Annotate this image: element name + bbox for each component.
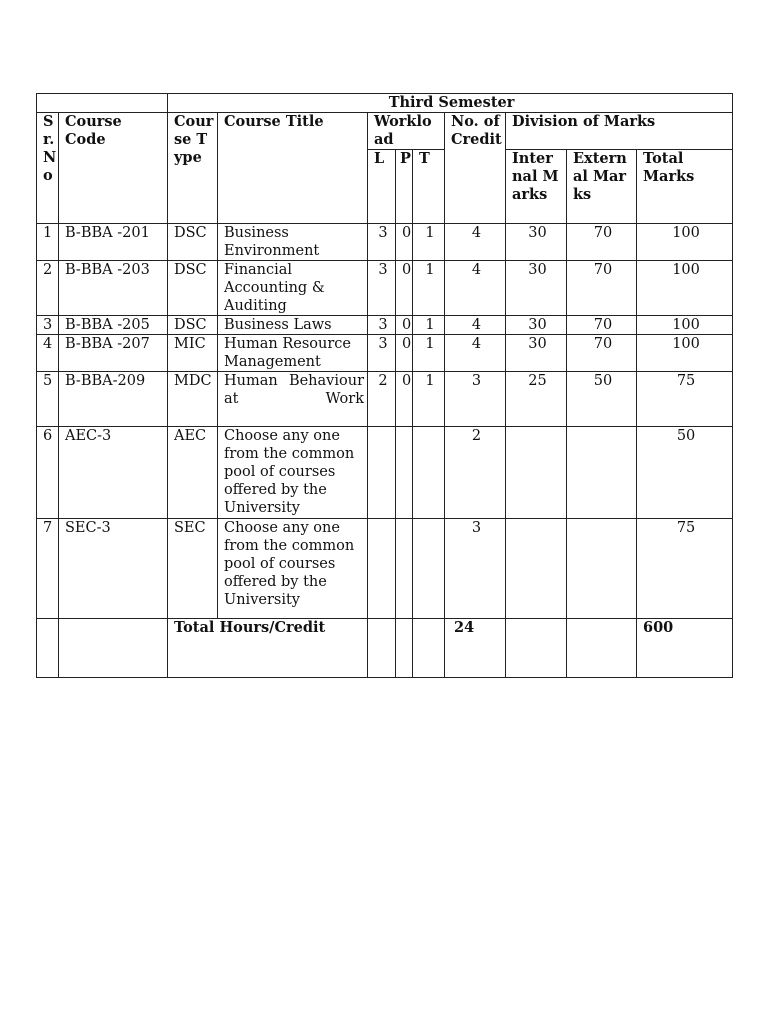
external-marks-cell: 70 <box>567 261 637 316</box>
course-code-cell: B-BBA -205 <box>59 316 168 335</box>
course-title-cell: Financial Accounting & Auditing <box>218 261 368 316</box>
table-row <box>37 261 733 316</box>
workload-p-header: P <box>396 150 413 224</box>
credit-cell: 4 <box>445 335 506 372</box>
workload-t-cell: 1 <box>413 261 445 316</box>
course-code-cell: B-BBA -201 <box>59 224 168 261</box>
course-title-cell: Business Environment <box>218 224 368 261</box>
semester-title: Third Semester <box>168 94 733 113</box>
workload-t-cell: 1 <box>413 316 445 335</box>
total-label: Total Hours/Credit <box>168 619 368 678</box>
credit-cell: 2 <box>445 427 506 519</box>
workload-t-cell <box>413 427 445 519</box>
credit-cell: 3 <box>445 372 506 427</box>
workload-t-cell: 1 <box>413 335 445 372</box>
blank-cell <box>506 619 567 678</box>
internal-marks-cell: 30 <box>506 224 567 261</box>
workload-p-cell: 0 <box>396 372 413 427</box>
workload-p-cell <box>396 519 413 619</box>
workload-l-header: L <box>368 150 396 224</box>
external-marks-cell: 70 <box>567 335 637 372</box>
workload-p-cell: 0 <box>396 224 413 261</box>
course-code-cell: B-BBA -207 <box>59 335 168 372</box>
course-type-cell: DSC <box>168 224 218 261</box>
course-type-cell: MDC <box>168 372 218 427</box>
course-code-cell: B-BBA -203 <box>59 261 168 316</box>
sr-no-cell: 7 <box>37 519 59 619</box>
external-marks-cell <box>567 519 637 619</box>
workload-t-cell: 1 <box>413 224 445 261</box>
course-title-cell: Human Resource Management <box>218 335 368 372</box>
internal-marks-cell: 30 <box>506 261 567 316</box>
internal-marks-cell <box>506 427 567 519</box>
workload-l-cell: 3 <box>368 316 396 335</box>
course-type-header: Course Type <box>168 113 218 224</box>
total-marks-cell: 100 <box>637 335 733 372</box>
credit-cell: 3 <box>445 519 506 619</box>
course-code-cell: SEC-3 <box>59 519 168 619</box>
workload-l-cell: 3 <box>368 224 396 261</box>
blank-header-cell <box>37 94 168 113</box>
credit-cell: 4 <box>445 316 506 335</box>
course-type-cell: AEC <box>168 427 218 519</box>
course-type-cell: DSC <box>168 261 218 316</box>
table-row <box>37 519 733 619</box>
sr-no-cell: 3 <box>37 316 59 335</box>
workload-p-cell: 0 <box>396 316 413 335</box>
workload-l-cell: 3 <box>368 261 396 316</box>
sr-no-cell: 5 <box>37 372 59 427</box>
course-type-cell: MIC <box>168 335 218 372</box>
total-marks-header: Total Marks <box>637 150 733 224</box>
workload-l-cell <box>368 427 396 519</box>
credit-cell: 4 <box>445 261 506 316</box>
workload-t-header: T <box>413 150 445 224</box>
table-row <box>37 427 733 519</box>
course-title-cell: Choose any one from the common pool of courses offered by the University <box>218 519 368 619</box>
course-type-cell: SEC <box>168 519 218 619</box>
table-row <box>37 335 733 372</box>
internal-marks-cell <box>506 519 567 619</box>
workload-p-cell: 0 <box>396 335 413 372</box>
total-marks-cell: 50 <box>637 427 733 519</box>
total-marks-cell: 100 <box>637 316 733 335</box>
sr-no-cell: 2 <box>37 261 59 316</box>
blank-cell <box>37 619 59 678</box>
course-title-cell: Human Behaviour at Work <box>218 372 368 427</box>
total-marks-cell: 75 <box>637 519 733 619</box>
sr-no-cell: 6 <box>37 427 59 519</box>
blank-cell <box>368 619 396 678</box>
total-marks-cell: 75 <box>637 372 733 427</box>
sr-no-cell: 4 <box>37 335 59 372</box>
workload-t-cell: 1 <box>413 372 445 427</box>
external-marks-header: External Marks <box>567 150 637 224</box>
internal-marks-cell: 30 <box>506 335 567 372</box>
course-code-header: Course Code <box>59 113 168 224</box>
division-of-marks-header: Division of Marks <box>506 113 733 150</box>
sr-no-cell: 1 <box>37 224 59 261</box>
course-title-cell: Choose any one from the common pool of courses offered by the University <box>218 427 368 519</box>
credits-header: No. of Credit <box>445 113 506 224</box>
course-code-cell: B-BBA-209 <box>59 372 168 427</box>
course-title-cell: Business Laws <box>218 316 368 335</box>
internal-marks-cell: 25 <box>506 372 567 427</box>
credit-cell: 4 <box>445 224 506 261</box>
external-marks-cell: 70 <box>567 316 637 335</box>
workload-l-cell: 2 <box>368 372 396 427</box>
table-row <box>37 372 733 427</box>
total-credit: 24 <box>445 619 506 678</box>
course-title-header: Course Title <box>218 113 368 224</box>
total-row <box>37 619 733 678</box>
table-row <box>37 316 733 335</box>
external-marks-cell: 50 <box>567 372 637 427</box>
workload-header: Workload <box>368 113 445 150</box>
table-row <box>37 224 733 261</box>
blank-cell <box>567 619 637 678</box>
blank-cell <box>413 619 445 678</box>
total-marks-sum: 600 <box>637 619 733 678</box>
workload-l-cell <box>368 519 396 619</box>
external-marks-cell: 70 <box>567 224 637 261</box>
workload-p-cell <box>396 427 413 519</box>
workload-p-cell: 0 <box>396 261 413 316</box>
course-code-cell: AEC-3 <box>59 427 168 519</box>
internal-marks-cell: 30 <box>506 316 567 335</box>
sr-no-header: Sr.No <box>37 113 59 224</box>
external-marks-cell <box>567 427 637 519</box>
total-marks-cell: 100 <box>637 261 733 316</box>
blank-cell <box>396 619 413 678</box>
course-scheme-table <box>36 93 733 678</box>
blank-cell <box>59 619 168 678</box>
course-type-cell: DSC <box>168 316 218 335</box>
workload-t-cell <box>413 519 445 619</box>
workload-l-cell: 3 <box>368 335 396 372</box>
total-marks-cell: 100 <box>637 224 733 261</box>
internal-marks-header: Internal Marks <box>506 150 567 224</box>
